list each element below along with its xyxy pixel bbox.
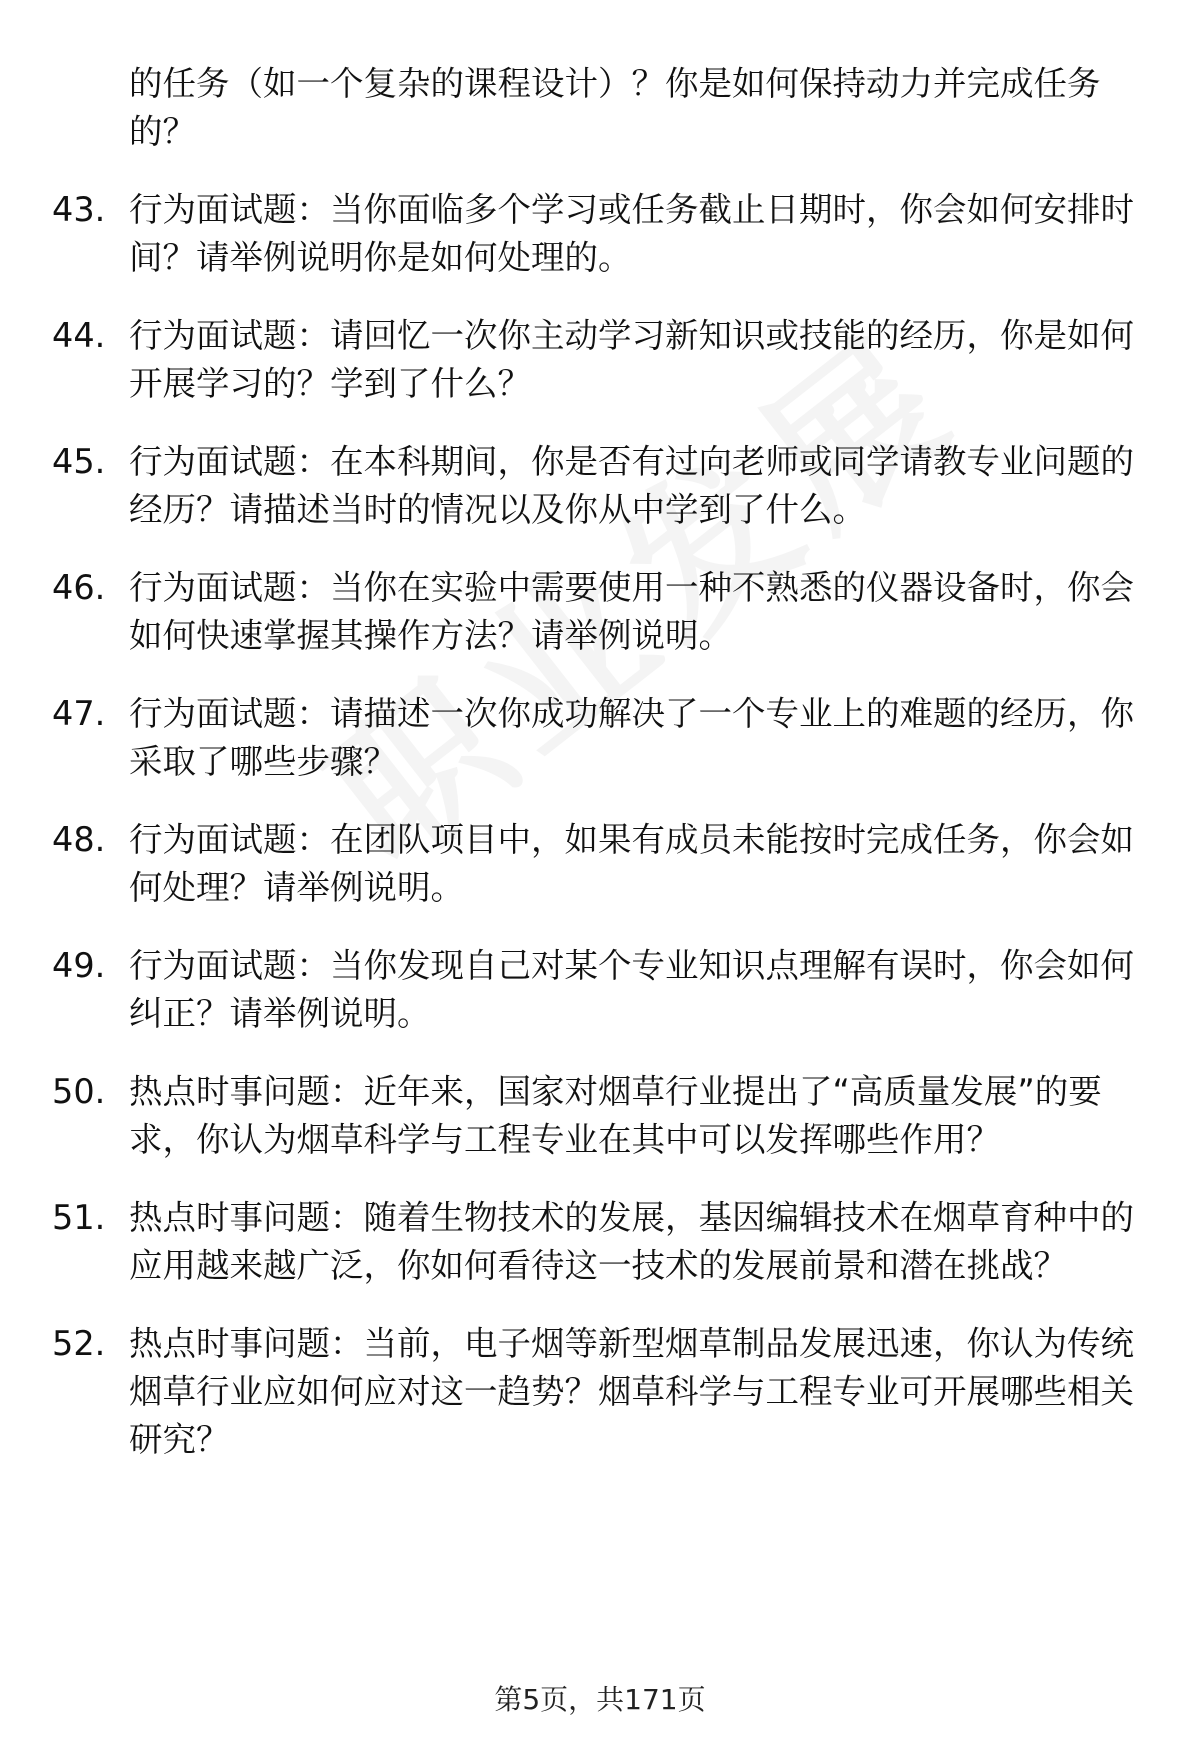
question-text: 热点时事问题：近年来，国家对烟草行业提出了“高质量发展”的要求，你认为烟草科学与工程专业在其中可以发挥哪些作用？ — [129, 1072, 1102, 1159]
question-text: 行为面试题：在团队项目中，如果有成员未能按时完成任务，你会如何处理？请举例说明。 — [129, 820, 1134, 907]
question-number: 52. — [52, 1324, 106, 1363]
question-number: 50. — [52, 1072, 106, 1111]
question-number: 47. — [52, 694, 106, 733]
question-list — [52, 60, 1147, 1494]
question-item — [52, 438, 1147, 534]
question-item — [52, 564, 1147, 660]
question-item — [52, 186, 1147, 282]
question-number: 46. — [52, 568, 106, 607]
question-text: 行为面试题：在本科期间，你是否有过向老师或同学请教专业问题的经历？请描述当时的情况以及你从中学到了什么。 — [129, 442, 1134, 529]
question-number: 51. — [52, 1198, 106, 1237]
question-number: 43. — [52, 190, 106, 229]
question-item — [52, 1068, 1147, 1164]
question-text: 热点时事问题：当前，电子烟等新型烟草制品发展迅速，你认为传统烟草行业应如何应对这一趋势？烟草科学与工程专业可开展哪些相关研究？ — [129, 1324, 1134, 1459]
question-text: 行为面试题：请回忆一次你主动学习新知识或技能的经历，你是如何开展学习的？学到了什么？ — [129, 316, 1134, 403]
question-number: 48. — [52, 820, 106, 859]
question-item — [52, 1194, 1147, 1290]
question-text: 行为面试题：请描述一次你成功解决了一个专业上的难题的经历，你采取了哪些步骤？ — [129, 694, 1134, 781]
question-item — [52, 312, 1147, 408]
question-number: 44. — [52, 316, 106, 355]
question-text: 行为面试题：当你面临多个学习或任务截止日期时，你会如何安排时间？请举例说明你是如何处理的。 — [129, 190, 1134, 277]
question-text: 行为面试题：当你在实验中需要使用一种不熟悉的仪器设备时，你会如何快速掌握其操作方法？请举例说明。 — [129, 568, 1134, 655]
question-item — [52, 690, 1147, 786]
question-text: 热点时事问题：随着生物技术的发展，基因编辑技术在烟草育种中的应用越来越广泛，你如何看待这一技术的发展前景和潜在挑战？ — [129, 1198, 1134, 1285]
question-number: 45. — [52, 442, 106, 481]
question-item — [52, 942, 1147, 1038]
page-footer: 第5页，共171页 — [494, 1683, 706, 1716]
question-text: 行为面试题：当你发现自己对某个专业知识点理解有误时，你会如何纠正？请举例说明。 — [129, 946, 1134, 1033]
continuation-text: 的任务（如一个复杂的课程设计）？你是如何保持动力并完成任务的？ — [129, 64, 1101, 151]
question-item — [52, 1320, 1147, 1464]
question-number: 49. — [52, 946, 106, 985]
question-item — [52, 816, 1147, 912]
